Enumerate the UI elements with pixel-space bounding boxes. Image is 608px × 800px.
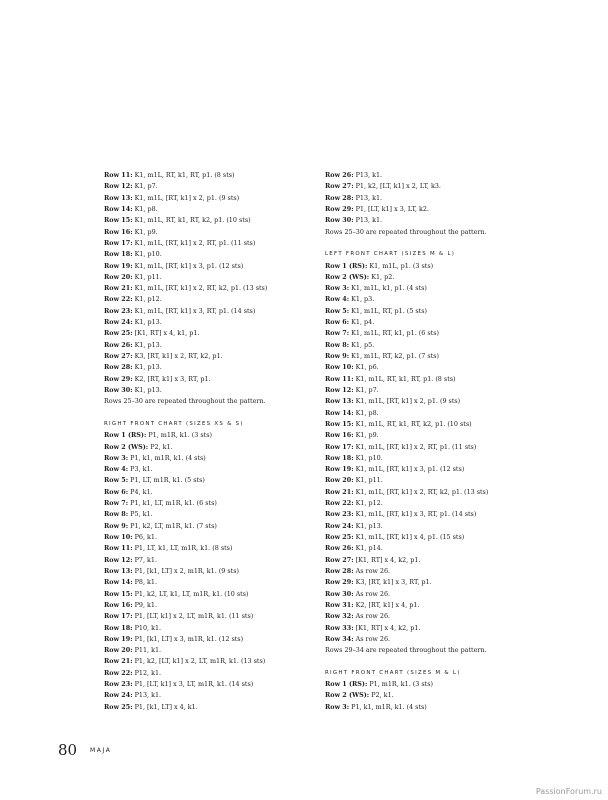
row-instruction: K2, [RT, k1] x 3, RT, p1.	[132, 374, 211, 383]
instruction-row	[325, 532, 525, 543]
row-label: Row 12:	[104, 555, 133, 564]
row-label: Row 21:	[325, 487, 354, 496]
instruction-row	[104, 543, 304, 554]
instruction-row	[104, 385, 304, 396]
instruction-row	[325, 283, 525, 294]
row-label: Row 5:	[325, 306, 350, 315]
row-instruction: K1, m1L, [RT, k1] x 2, p1. (9 sts)	[132, 193, 240, 202]
row-instruction: P10, k1.	[132, 623, 162, 632]
row-instruction: K1, m1L, RT, k2, p1. (7 sts)	[349, 352, 439, 360]
instruction-row	[104, 645, 304, 656]
row-label: Row 23:	[104, 680, 133, 689]
row-instruction: P13, k1.	[353, 216, 383, 225]
instruction-row	[325, 498, 525, 509]
instruction-row	[104, 679, 304, 690]
instruction-row	[104, 589, 304, 600]
row-label: Row 11:	[104, 171, 133, 179]
row-label: Row 20:	[104, 646, 133, 655]
instruction-row	[104, 306, 304, 317]
row-label: Row 4:	[104, 465, 129, 474]
row-label: Row 12:	[104, 182, 133, 191]
row-label: Row 24:	[104, 691, 133, 700]
section-heading: RIGHT FRONT CHART (SIZES XS & S)	[104, 420, 244, 427]
instruction-row	[104, 600, 304, 611]
row-instruction: K1, p8.	[353, 408, 379, 417]
instruction-row	[104, 283, 304, 294]
row-label: Row 32:	[325, 612, 354, 621]
instruction-row	[325, 181, 525, 192]
row-label: Row 28:	[104, 363, 133, 372]
instruction-row	[104, 430, 304, 441]
section-spacer	[325, 656, 525, 667]
instruction-row	[325, 623, 525, 634]
instruction-row	[104, 249, 304, 260]
row-label: Row 24:	[104, 318, 133, 327]
instruction-row	[104, 261, 304, 272]
row-instruction: P1, k2, [LT, k1] x 2, LT, m1R, k1. (13 sts)	[132, 657, 266, 666]
row-label: Row 30:	[325, 216, 354, 225]
row-label: Row 5:	[104, 476, 129, 485]
row-label: Row 9:	[325, 352, 350, 360]
row-instruction: P1, LT, m1R, k1. (5 sts)	[128, 476, 205, 485]
instruction-row	[104, 555, 304, 566]
row-label: Row 29:	[104, 374, 133, 383]
row-label: Row 17:	[104, 238, 133, 247]
row-instruction: K1, m1L, [RT, k1] x 2, RT, p1. (11 sts)	[132, 238, 256, 247]
instruction-row	[104, 690, 304, 701]
instruction-row	[325, 170, 525, 181]
row-instruction: K1, m1L, [RT, k1] x 3, p1. (12 sts)	[353, 465, 465, 474]
row-instruction: K1, m1L, RT, k1, RT, k2, p1. (10 sts)	[132, 216, 251, 225]
instruction-row	[325, 317, 525, 328]
row-instruction: K1, p13.	[132, 318, 162, 327]
row-label: Row 29:	[325, 204, 354, 213]
instruction-row	[104, 532, 304, 543]
instruction-row	[325, 396, 525, 407]
row-instruction: K1, m1L, [RT, k1] x 3, RT, p1. (14 sts)	[353, 510, 477, 519]
row-instruction: K1, m1L, k1, p1. (4 sts)	[349, 284, 427, 293]
row-label: Row 9:	[104, 521, 129, 530]
row-label: Row 10:	[104, 533, 133, 541]
row-instruction: K1, m1L, [RT, k1] x 3, RT, p1. (14 sts)	[132, 306, 256, 315]
row-label: Row 7:	[104, 499, 129, 508]
row-instruction: P1, m1R, k1. (3 sts)	[146, 431, 212, 440]
row-instruction: K1, m1L, [RT, k1] x 2, p1. (9 sts)	[353, 397, 461, 406]
section-spacer	[325, 238, 525, 249]
instruction-row	[104, 475, 304, 486]
instruction-row	[325, 577, 525, 588]
row-label: Row 20:	[325, 476, 354, 485]
instruction-row	[325, 340, 525, 351]
row-instruction: As row 26.	[353, 589, 391, 598]
row-instruction: K1, m1L, RT, k1, RT, p1. (8 sts)	[132, 171, 235, 179]
repeat-note: Rows 25–30 are repeated throughout the pattern.	[104, 397, 266, 406]
row-instruction: P7, k1.	[132, 555, 157, 564]
row-label: Row 10:	[325, 363, 354, 372]
instruction-row	[104, 656, 304, 667]
instruction-row	[325, 408, 525, 419]
instruction-row	[325, 430, 525, 441]
row-label: Row 13:	[104, 193, 133, 202]
instruction-row	[325, 351, 525, 362]
instruction-row	[104, 193, 304, 204]
row-label: Row 21:	[104, 657, 133, 666]
row-instruction: K1, p13.	[132, 385, 162, 394]
row-instruction: K3, [RT, k1] x 3, RT, p1.	[353, 578, 432, 587]
row-instruction: P2, k1.	[148, 442, 173, 451]
row-instruction: P1, k1, m1R, k1. (4 sts)	[349, 702, 427, 711]
row-label: Row 16:	[325, 431, 354, 440]
instruction-row	[325, 294, 525, 305]
instruction-row	[104, 453, 304, 464]
row-instruction: P1, [k1, LT] x 2, m1R, k1. (9 sts)	[132, 566, 240, 575]
row-label: Row 23:	[325, 510, 354, 519]
instruction-row	[325, 509, 525, 520]
row-instruction: P11, k1.	[132, 646, 162, 655]
instruction-row	[104, 227, 304, 238]
instruction-row	[104, 170, 304, 181]
row-label: Row 1 (RS):	[325, 261, 368, 270]
instruction-row	[325, 328, 525, 339]
row-label: Row 23:	[104, 306, 133, 315]
instruction-row	[104, 294, 304, 305]
row-label: Row 20:	[104, 272, 133, 281]
row-label: Row 19:	[325, 465, 354, 474]
row-label: Row 21:	[104, 284, 133, 293]
instruction-row	[104, 238, 304, 249]
row-label: Row 26:	[104, 340, 133, 349]
row-label: Row 17:	[325, 442, 354, 451]
row-instruction: P12, k1.	[132, 668, 162, 677]
instruction-row	[104, 442, 304, 453]
row-label: Row 14:	[104, 204, 133, 213]
row-label: Row 27:	[325, 555, 354, 564]
row-label: Row 22:	[104, 295, 133, 304]
row-instruction: P1, k2, [LT, k1] x 2, LT, k3.	[353, 182, 441, 191]
row-instruction: K1, p3.	[349, 295, 375, 304]
row-instruction: K1, p13.	[132, 363, 162, 372]
instruction-row	[325, 464, 525, 475]
row-label: Row 17:	[104, 612, 133, 621]
row-instruction: K1, p13.	[353, 521, 383, 530]
instruction-row	[104, 181, 304, 192]
row-instruction: P1, [k1, LT] x 3, m1R, k1. (12 sts)	[132, 634, 244, 643]
row-instruction: P1, [k1, LT] x 4, k1.	[132, 702, 198, 711]
row-label: Row 3:	[325, 702, 350, 711]
row-label: Row 6:	[104, 487, 129, 496]
instruction-row	[325, 589, 525, 600]
row-label: Row 19:	[104, 634, 133, 643]
row-label: Row 33:	[325, 623, 354, 632]
instruction-row	[104, 464, 304, 475]
row-label: Row 15:	[325, 419, 354, 428]
row-instruction: P1, k1, LT, m1R, k1. (6 sts)	[128, 499, 217, 508]
row-instruction: P4, k1.	[128, 487, 153, 496]
row-instruction: K2, [RT, k1] x 4, p1.	[353, 600, 420, 609]
section-heading: RIGHT FRONT CHART (SIZES M & L)	[325, 669, 461, 676]
row-label: Row 25:	[325, 533, 354, 541]
instruction-row	[104, 362, 304, 373]
row-instruction: [K1, RT] x 4, k2, p1.	[353, 555, 421, 564]
row-label: Row 25:	[104, 702, 133, 711]
row-instruction: P1, k2, LT, k1, LT, m1R, k1. (10 sts)	[132, 589, 249, 598]
row-instruction: K1, p9.	[132, 227, 158, 236]
row-instruction: P2, k1.	[369, 691, 394, 700]
instruction-row	[104, 215, 304, 226]
row-instruction: K1, m1L, [RT, k1] x 2, RT, p1. (11 sts)	[353, 442, 477, 451]
row-instruction: P3, k1.	[128, 465, 153, 474]
row-label: Row 13:	[325, 397, 354, 406]
right-text-column	[325, 170, 525, 713]
row-instruction: P1, k1, m1R, k1. (4 sts)	[128, 453, 206, 462]
row-instruction: K1, m1L, RT, k1, p1. (6 sts)	[349, 329, 439, 338]
row-label: Row 34:	[325, 634, 354, 643]
row-instruction: As row 26.	[353, 566, 391, 575]
row-instruction: P13, k1.	[132, 691, 162, 700]
row-instruction: K1, p8.	[132, 204, 158, 213]
row-instruction: K1, p10.	[353, 453, 383, 462]
row-instruction: K1, m1L, [RT, k1] x 4, p1. (15 sts)	[353, 533, 465, 541]
instruction-row	[325, 374, 525, 385]
instruction-row	[104, 509, 304, 520]
instruction-row	[325, 521, 525, 532]
instruction-row	[325, 702, 525, 713]
row-instruction: P1, LT, k1, LT, m1R, k1. (8 sts)	[132, 544, 233, 553]
row-instruction: P6, k1.	[132, 533, 157, 541]
row-instruction: K3, [RT, k1] x 2, RT, k2, p1.	[132, 352, 223, 360]
section-spacer	[104, 408, 304, 419]
instruction-row	[104, 634, 304, 645]
row-label: Row 12:	[325, 385, 354, 394]
row-instruction: P1, [LT, k1] x 2, LT, m1R, k1. (11 sts)	[132, 612, 254, 621]
instruction-row	[104, 317, 304, 328]
row-instruction: K1, m1L, [RT, k1] x 3, p1. (12 sts)	[132, 261, 244, 270]
row-label: Row 4:	[325, 295, 350, 304]
row-instruction: [K1, RT] x 4, k2, p1.	[353, 623, 421, 632]
instruction-row	[325, 566, 525, 577]
row-label: Row 24:	[325, 521, 354, 530]
section-heading: LEFT FRONT CHART (SIZES M & L)	[325, 251, 456, 258]
instruction-row	[104, 272, 304, 283]
row-instruction: K1, p11.	[353, 476, 383, 485]
instruction-row	[104, 611, 304, 622]
instruction-row	[325, 679, 525, 690]
row-instruction: K1, p2.	[369, 272, 395, 281]
row-label: Row 2 (WS):	[104, 442, 149, 451]
row-label: Row 1 (RS):	[325, 680, 368, 689]
row-label: Row 1 (RS):	[104, 431, 147, 440]
instruction-row	[104, 374, 304, 385]
row-instruction: P8, k1.	[132, 578, 157, 587]
row-label: Row 16:	[104, 600, 133, 609]
row-instruction: K1, p11.	[132, 272, 162, 281]
instruction-row	[325, 690, 525, 701]
row-label: Row 16:	[104, 227, 133, 236]
instruction-row	[325, 272, 525, 283]
row-label: Row 29:	[325, 578, 354, 587]
instruction-row	[104, 623, 304, 634]
row-instruction: K1, m1L, [RT, k1] x 2, RT, k2, p1. (13 sts)	[132, 284, 268, 293]
row-instruction: K1, p14.	[353, 544, 383, 553]
watermark: PassionForum.ru	[535, 787, 602, 796]
instruction-row	[325, 600, 525, 611]
row-instruction: K1, p12.	[353, 499, 383, 508]
row-label: Row 27:	[325, 182, 354, 191]
row-label: Row 27:	[104, 352, 133, 360]
instruction-row	[104, 668, 304, 679]
instruction-row	[325, 362, 525, 373]
instruction-row	[325, 204, 525, 215]
row-instruction: P1, [LT, k1] x 3, LT, k2.	[353, 204, 429, 213]
row-label: Row 3:	[104, 453, 129, 462]
row-instruction: K1, p4.	[349, 318, 375, 327]
row-instruction: K1, p13.	[132, 340, 162, 349]
instruction-row	[325, 543, 525, 554]
row-instruction: P9, k1.	[132, 600, 157, 609]
row-instruction: K1, m1L, RT, k1, RT, p1. (8 sts)	[353, 374, 456, 383]
instruction-row	[325, 475, 525, 486]
row-label: Row 18:	[325, 453, 354, 462]
row-label: Row 31:	[325, 600, 354, 609]
row-label: Row 11:	[325, 374, 354, 383]
instruction-row	[325, 261, 525, 272]
left-text-column	[104, 170, 304, 713]
row-instruction: K1, m1L, RT, k1, RT, k2, p1. (10 sts)	[353, 419, 472, 428]
instruction-row	[325, 306, 525, 317]
magazine-name: MAJA	[90, 747, 112, 754]
instruction-row	[325, 385, 525, 396]
row-instruction: K1, m1L, [RT, k1] x 2, RT, k2, p1. (13 sts)	[353, 487, 489, 496]
row-label: Row 22:	[325, 499, 354, 508]
row-instruction: K1, p5.	[349, 340, 375, 349]
row-label: Row 28:	[325, 193, 354, 202]
instruction-row	[104, 340, 304, 351]
instruction-row	[104, 566, 304, 577]
row-label: Row 28:	[325, 566, 354, 575]
row-instruction: P13, k1.	[353, 193, 383, 202]
instruction-row	[325, 453, 525, 464]
row-label: Row 15:	[104, 216, 133, 225]
row-label: Row 2 (WS):	[325, 272, 370, 281]
page-number: 80	[58, 741, 78, 759]
row-instruction: As row 26.	[353, 634, 391, 643]
repeat-note: Rows 25–30 are repeated throughout the pattern.	[325, 227, 487, 236]
instruction-row	[104, 702, 304, 713]
row-label: Row 14:	[325, 408, 354, 417]
row-instruction: P1, k2, LT, m1R, k1. (7 sts)	[128, 521, 217, 530]
instruction-row	[104, 577, 304, 588]
row-label: Row 11:	[104, 544, 133, 553]
row-label: Row 8:	[104, 510, 129, 519]
row-instruction: K1, m1L, p1. (3 sts)	[367, 261, 434, 270]
row-instruction: As row 26.	[353, 612, 391, 621]
row-label: Row 18:	[104, 623, 133, 632]
row-label: Row 3:	[325, 284, 350, 293]
instruction-row	[325, 193, 525, 204]
instruction-row	[325, 634, 525, 645]
instruction-row	[325, 555, 525, 566]
row-instruction: K1, m1L, RT, p1. (5 sts)	[349, 306, 427, 315]
row-label: Row 6:	[325, 318, 350, 327]
row-label: Row 14:	[104, 578, 133, 587]
row-instruction: K1, p6.	[353, 363, 379, 372]
row-label: Row 25:	[104, 329, 133, 338]
row-instruction: K1, p7.	[353, 385, 379, 394]
instruction-row	[104, 328, 304, 339]
row-label: Row 26:	[325, 544, 354, 553]
row-label: Row 26:	[325, 171, 354, 179]
row-instruction: P1, m1R, k1. (3 sts)	[367, 680, 433, 689]
row-label: Row 13:	[104, 566, 133, 575]
instruction-row	[104, 204, 304, 215]
row-label: Row 30:	[104, 385, 133, 394]
row-label: Row 15:	[104, 589, 133, 598]
instruction-row	[325, 215, 525, 226]
row-instruction: K1, p7.	[132, 182, 158, 191]
row-label: Row 2 (WS):	[325, 691, 370, 700]
row-label: Row 18:	[104, 250, 133, 259]
row-instruction: K1, p10.	[132, 250, 162, 259]
row-instruction: P13, k1.	[353, 171, 383, 179]
row-label: Row 30:	[325, 589, 354, 598]
instruction-row	[104, 351, 304, 362]
repeat-note: Rows 29–34 are repeated throughout the pattern.	[325, 646, 487, 655]
instruction-row	[104, 521, 304, 532]
row-instruction: K1, p12.	[132, 295, 162, 304]
row-instruction: P5, k1.	[128, 510, 153, 519]
instruction-row	[325, 442, 525, 453]
row-label: Row 7:	[325, 329, 350, 338]
row-label: Row 22:	[104, 668, 133, 677]
row-label: Row 19:	[104, 261, 133, 270]
instruction-row	[325, 419, 525, 430]
row-instruction: K1, p9.	[353, 431, 379, 440]
row-instruction: [K1, RT] x 4, k1, p1.	[132, 329, 200, 338]
instruction-row	[325, 487, 525, 498]
instruction-row	[104, 498, 304, 509]
instruction-row	[104, 487, 304, 498]
instruction-row	[325, 611, 525, 622]
row-instruction: P1, [LT, k1] x 3, LT, m1R, k1. (14 sts)	[132, 680, 254, 689]
row-label: Row 8:	[325, 340, 350, 349]
